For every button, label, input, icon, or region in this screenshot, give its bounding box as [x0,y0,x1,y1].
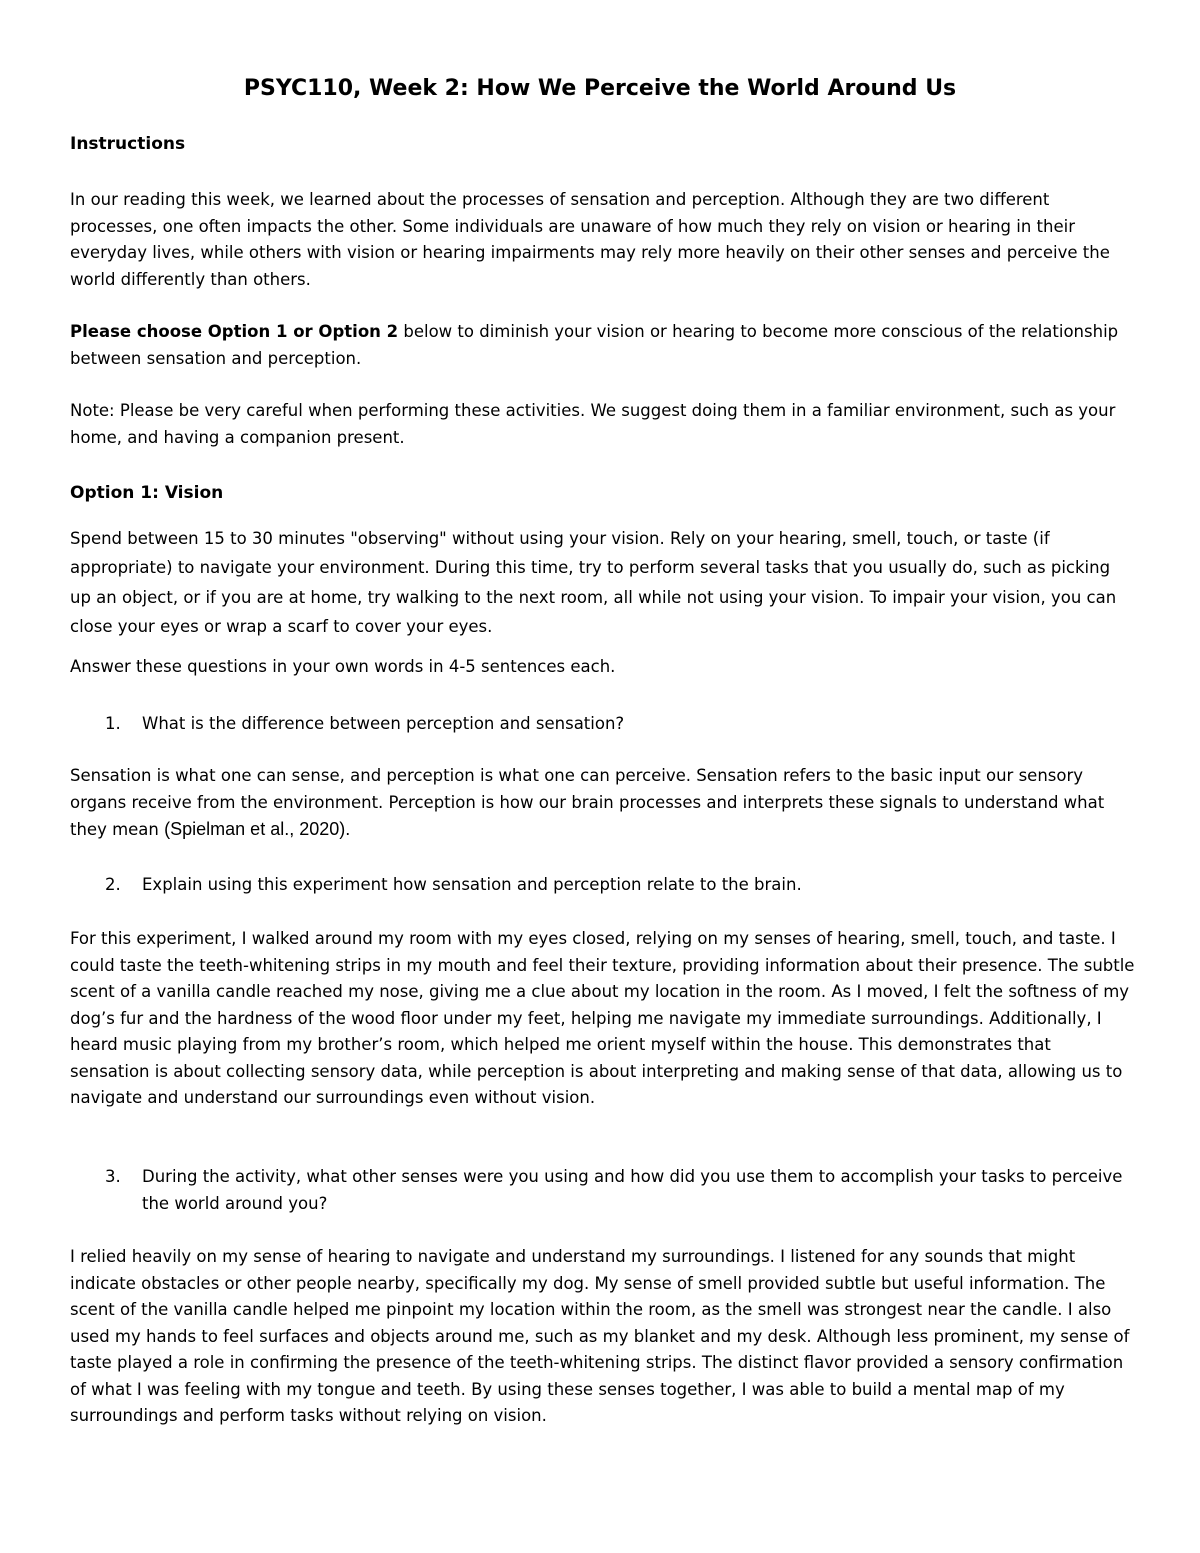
question-text: What is the difference between perception and sensation? [142,714,625,733]
question-text: During the activity, what other senses were you using and how did you use them to accomplish your tasks to perceive the world around you? [142,1167,1123,1213]
answer-1 [70,763,1135,844]
answer-2: For this experiment, I walked around my room with my eyes closed, relying on my senses of hearing, smell, touch, and taste. I could taste the teeth-whitening strips in my mouth and feel their texture, providing information about their presence. The subtle scent of a vanilla candle reached my nose, giving me a clue about my location in the room. As I moved, I felt the softness of my dog’s fur and the hardness of the wood floor under my feet, helping me navigate my immediate surroundings. Additionally, I heard music playing from my brother’s room, which helped me orient myself within the house. This demonstrates that sensation is about collecting sensory data, while perception is about interpreting and making sense of that data, allowing us to navigate and understand our surroundings even without vision. [70,929,1135,1107]
safety-note: Note: Please be very careful when performing these activities. We suggest doing them in a familiar environment, such as your home, and having a companion present. [70,401,1116,447]
option1-paragraph: Spend between 15 to 30 minutes "observing" without using your vision. Rely on your hearing, smell, touch, or taste (if appropriate) to navigate your environment. During this time, try to perform several tasks that you usually do, such as picking up an object, or if you are at home, try walking to the next room, all while not using your vision. To impair your vision, you can close your eyes or wrap a scarf to cover your eyes. [70,529,1117,636]
question-number: 3. [105,1167,121,1186]
choose-option-bold: Please choose Option 1 or Option 2 [70,322,399,341]
choose-option-paragraph [70,319,1135,372]
question-number: 2. [105,875,121,894]
option1-heading: Option 1: Vision [70,483,224,503]
page-title: PSYC110, Week 2: How We Perceive the World Around Us [243,76,957,101]
choose-option-rest: below to diminish your vision or hearing to become more conscious of the relationship between sensation and perception. [70,322,1119,368]
answer-prompt: Answer these questions in your own words in 4-5 sentences each. [70,657,616,676]
question-2 [107,872,1135,899]
question-1 [107,711,1135,738]
answer-text: Sensation is what one can sense, and perception is what one can perceive. Sensation refers to the basic input our sensory organs receive from the environment. Perception is how our brain processes and interprets these signals to understand what they mean [70,766,1105,839]
instructions-heading: Instructions [70,134,186,154]
question-3 [107,1164,1135,1217]
question-text: Explain using this experiment how sensation and perception relate to the brain. [142,875,802,894]
instructions-paragraph: In our reading this week, we learned about the processes of sensation and perception. Although they are two different processes, one often impacts the other. Some individuals are unaware of how much they rely on vision or hearing in their everyday lives, while others with vision or hearing impairments may rely more heavily on their other senses and perceive the world differently than others. [70,190,1110,289]
citation: (Spielman et al., 2020). [164,819,351,839]
question-number: 1. [105,714,121,733]
answer-3: I relied heavily on my sense of hearing to navigate and understand my surroundings. I listened for any sounds that might indicate obstacles or other people nearby, specifically my dog. My sense of smell provided subtle but useful information. The scent of the vanilla candle helped me pinpoint my location within the room, as the smell was strongest near the candle. I also used my hands to feel surfaces and objects around me, such as my blanket and my desk. Although less prominent, my sense of taste played a role in confirming the presence of the teeth-whitening strips. The distinct flavor provided a sensory confirmation of what I was feeling with my tongue and teeth. By using these senses together, I was able to build a mental map of my surroundings and perform tasks without relying on vision. [70,1247,1130,1425]
